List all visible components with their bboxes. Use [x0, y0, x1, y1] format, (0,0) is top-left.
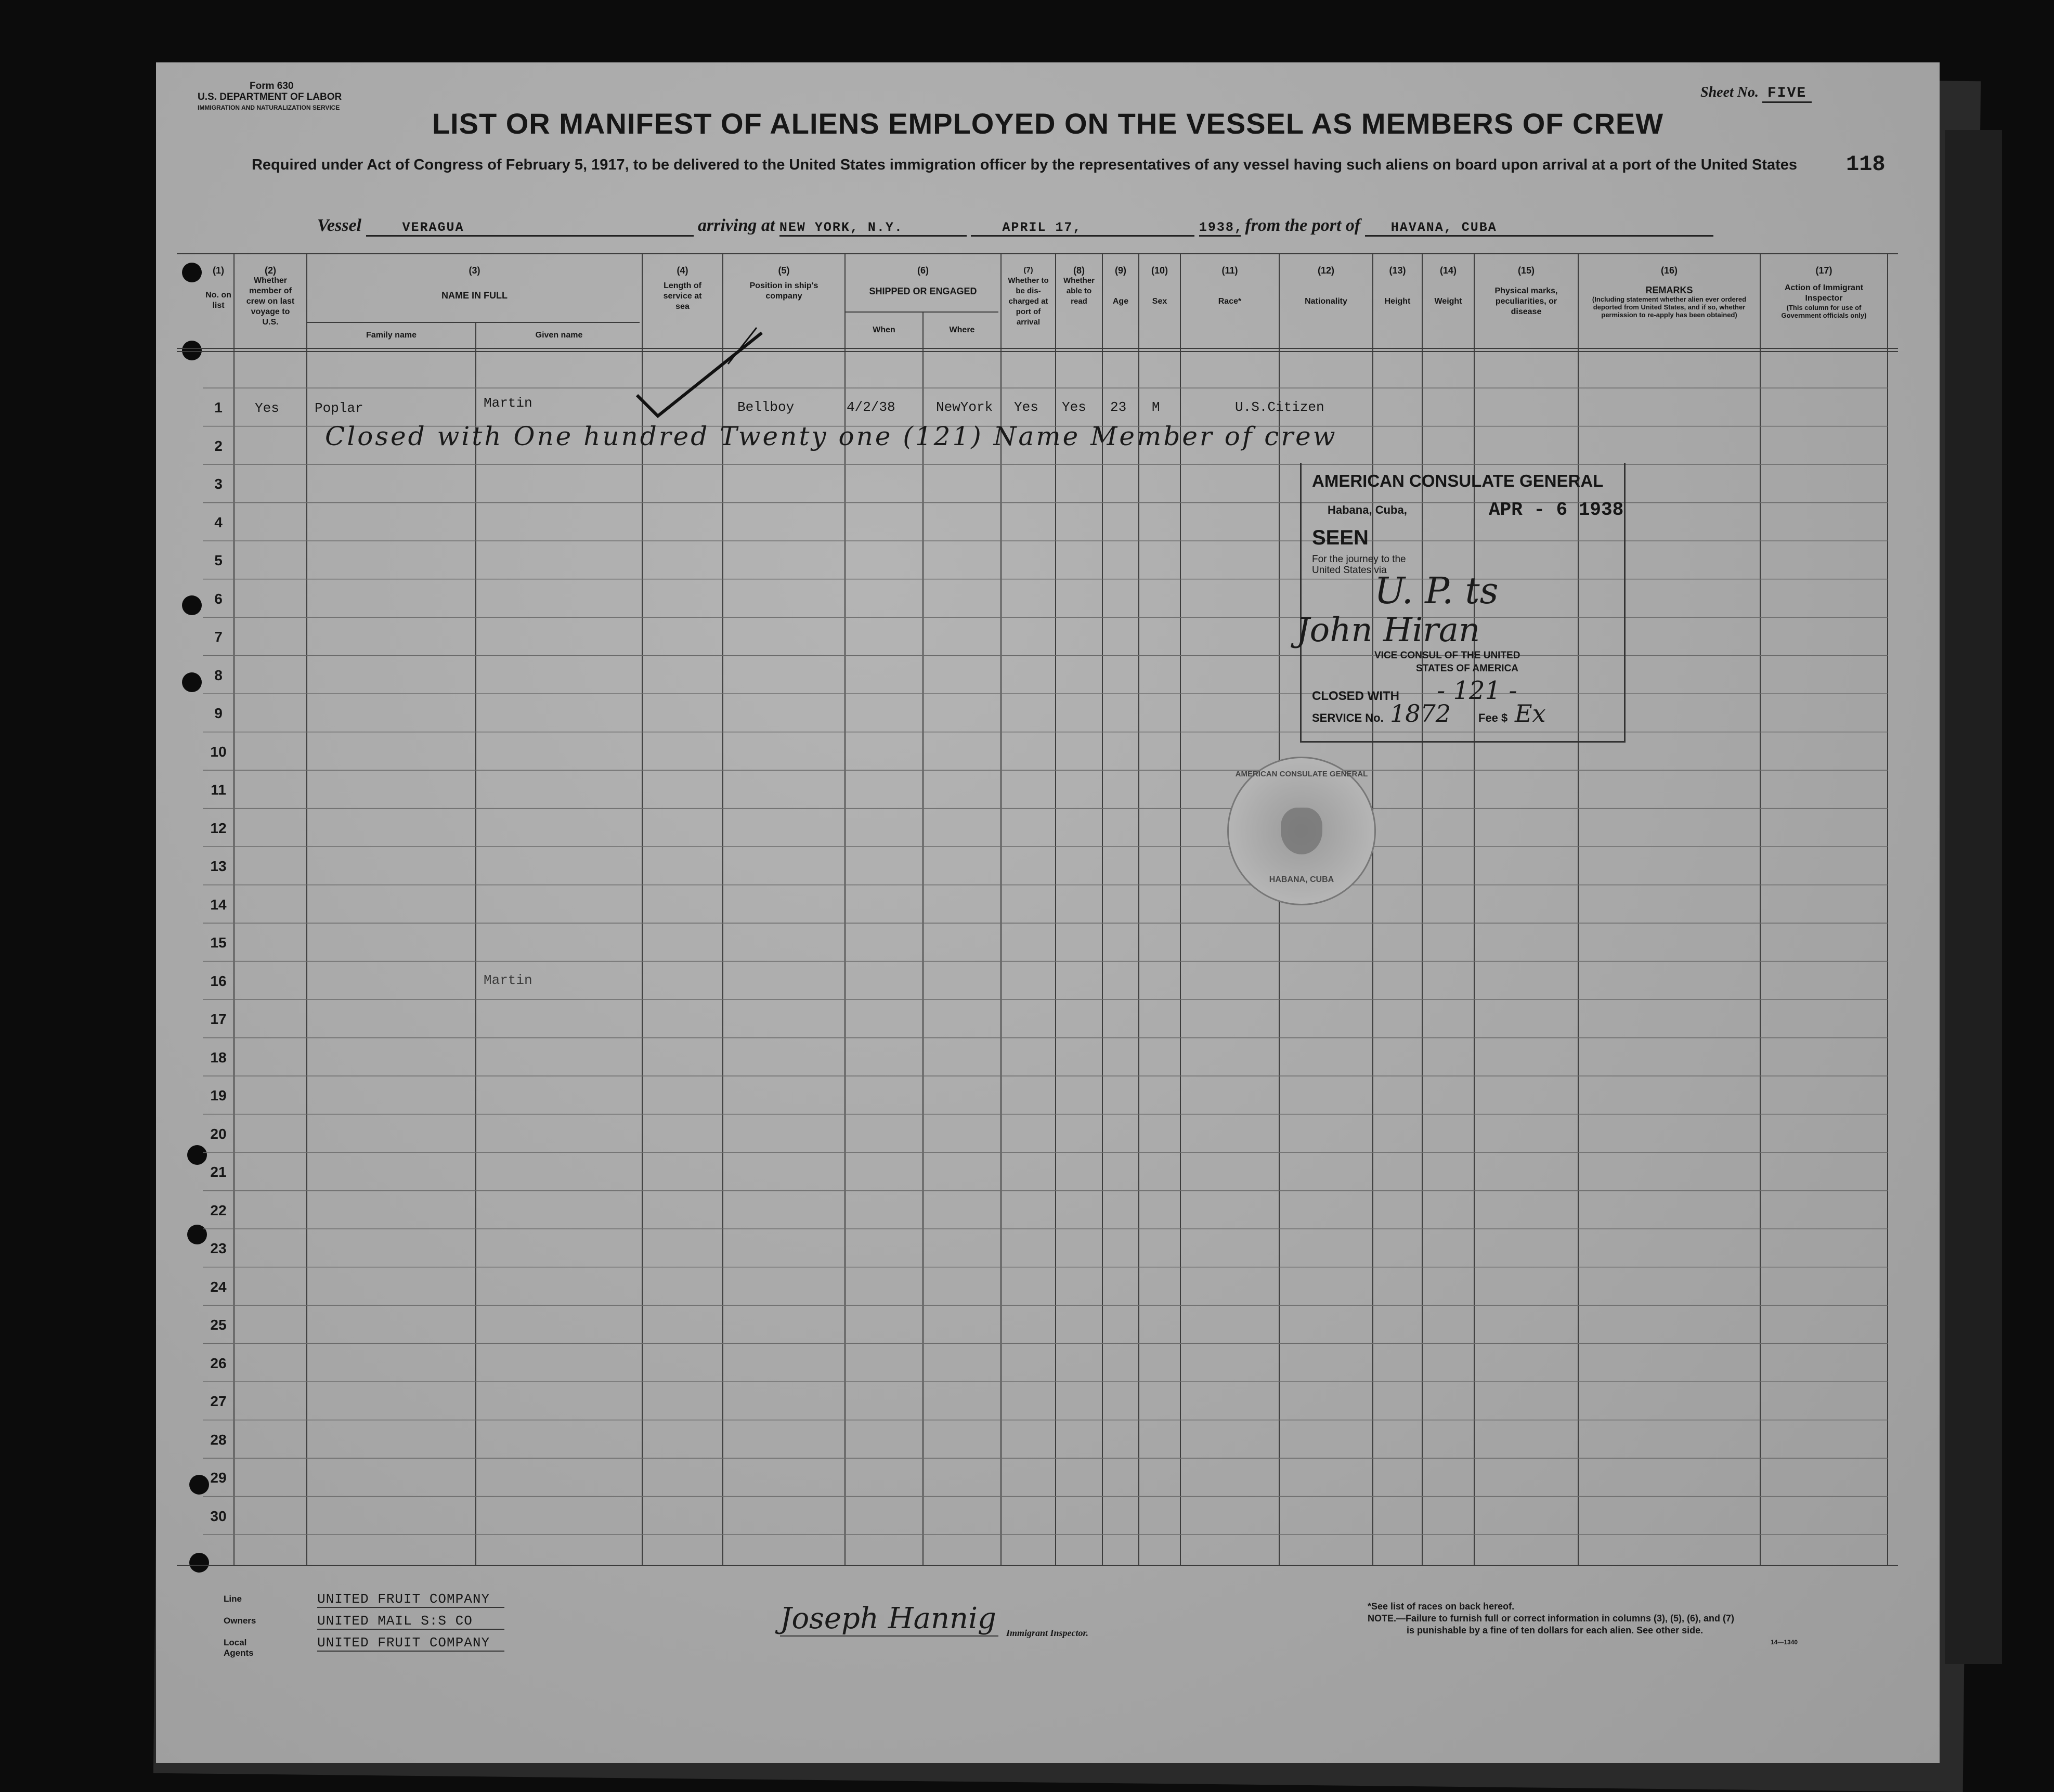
col5-header — [723, 265, 845, 302]
row-number: 21 — [210, 1164, 227, 1180]
col15-number: (15) — [1517, 265, 1535, 276]
inspector-signature: Joseph Hannig — [780, 1602, 998, 1637]
nationality-value: U.S.Citizen — [1235, 399, 1324, 415]
col6-header — [845, 265, 1001, 296]
col3a-label: Family name — [366, 331, 417, 340]
vessel-label: Vessel — [317, 216, 361, 235]
note-races: *See list of races on back hereof. — [1368, 1601, 1515, 1612]
sex-value: M — [1152, 399, 1160, 415]
service-name: IMMIGRATION AND NATURALIZATION SERVICE — [198, 104, 340, 111]
row-number: 18 — [210, 1049, 227, 1066]
position-value: Bellboy — [737, 399, 795, 415]
from-port-label: from the port of — [1245, 216, 1361, 235]
shipped-when-value: 4/2/38 — [847, 399, 895, 415]
row-number: 3 — [214, 476, 223, 492]
row-number: 1 — [214, 399, 223, 415]
stamp-closed-with-label: CLOSED WITH — [1312, 689, 1399, 703]
col8-label: Whether able to read — [1063, 276, 1095, 306]
footer-notes — [1368, 1601, 1798, 1648]
row-number: 5 — [214, 552, 223, 568]
row-number: 28 — [210, 1431, 227, 1448]
row-number: 29 — [210, 1470, 227, 1486]
stamp-place: Habana, Cuba, — [1328, 503, 1407, 516]
col2-header — [234, 265, 307, 328]
col5-number: (5) — [778, 265, 790, 276]
page-title: LIST OR MANIFEST OF ALIENS EMPLOYED ON THE VESSEL AS MEMBERS OF CREW — [432, 107, 1664, 140]
col6-label: SHIPPED OR ENGAGED — [869, 286, 977, 296]
col17-header — [1760, 265, 1888, 319]
row-number: 9 — [214, 705, 223, 721]
stamp-journey-1: For the journey to the — [1312, 554, 1406, 565]
note-penalty-2: is punishable by a fine of ten dollars for each alien. See other side. — [1407, 1625, 1704, 1635]
col11-header — [1180, 265, 1279, 307]
stamp-date: APR - 6 1938 — [1489, 499, 1624, 521]
col1-number: (1) — [213, 265, 224, 276]
col12-number: (12) — [1317, 265, 1334, 276]
col1-header — [203, 265, 234, 311]
given-name-value: Martin — [484, 395, 532, 411]
col17-instructions: (This column for use of Government officials only) — [1781, 304, 1867, 319]
footer-agents-label: Local Agents — [224, 1638, 254, 1658]
col9-number: (9) — [1115, 265, 1126, 276]
row-number: 24 — [210, 1278, 227, 1295]
col16-instructions: (Including statement whether alien ever ordered deported from United States, and if so, whether permission to re-apply has been obtained) — [1592, 295, 1747, 319]
stamp-vice-consul-line1: VICE CONSUL OF THE UNITED — [1374, 650, 1520, 661]
row-number: 27 — [210, 1393, 227, 1409]
col8-header — [1056, 265, 1102, 307]
col2-number: (2) — [265, 265, 276, 276]
col4-number: (4) — [677, 265, 688, 276]
ghost-given-name: Martin — [484, 972, 532, 988]
eagle-emblem-icon — [1281, 808, 1322, 854]
row-number: 23 — [210, 1240, 227, 1256]
col15-header — [1474, 265, 1578, 317]
col16-label: REMARKS — [1645, 285, 1693, 295]
stamp-journey-2: United States via — [1312, 565, 1387, 576]
arriving-label: arriving at — [698, 216, 775, 235]
footer-agents-value: UNITED FRUIT COMPANY — [317, 1635, 504, 1652]
row-number: 10 — [210, 743, 227, 760]
sheet-label: Sheet No. — [1700, 84, 1759, 100]
form-print-code: 14—1340 — [1771, 1639, 1798, 1646]
col4-header — [642, 265, 723, 312]
col15-label: Physical marks, peculiarities, or disease — [1494, 287, 1558, 316]
page-subtitle: Required under Act of Congress of February 5, 1917, to be delivered to the United States immigration officer by the representatives of any vessel having such aliens on board upon arrival at a port of the United States — [251, 157, 1798, 173]
stamp-handwritten-initials: U. P. ts — [1374, 569, 1499, 612]
footer-line-label: Line — [224, 1594, 242, 1604]
col3b-label: Given name — [535, 331, 583, 340]
department-name: U.S. DEPARTMENT OF LABOR — [198, 92, 342, 102]
row-number: 16 — [210, 972, 227, 989]
family-name-value: Poplar — [315, 400, 363, 416]
shipped-where-value: NewYork — [936, 399, 993, 415]
col14-label: Weight — [1434, 297, 1462, 306]
col14-header — [1422, 265, 1474, 307]
row-number: 4 — [214, 514, 223, 530]
col9-header — [1102, 265, 1139, 307]
col10-header — [1139, 265, 1180, 307]
col7-label: Whether to be dis-charged at port of arrival — [1008, 276, 1049, 327]
col12-header — [1279, 265, 1373, 307]
age-value: 23 — [1110, 399, 1127, 415]
row-number: 30 — [210, 1508, 227, 1524]
col11-label: Race* — [1218, 297, 1242, 306]
stamp-closed-with-value: - 121 - — [1437, 676, 1517, 705]
inspector-label: Immigrant Inspector. — [1006, 1628, 1089, 1638]
col8-number: (8) — [1073, 265, 1085, 276]
stamp-service-label: SERVICE No. — [1312, 711, 1384, 724]
col13-label: Height — [1384, 297, 1411, 306]
discharged-value: Yes — [1014, 399, 1038, 415]
col13-header — [1373, 265, 1422, 307]
col3-label: NAME IN FULL — [441, 290, 508, 301]
col12-label: Nationality — [1305, 297, 1347, 306]
row-number: 17 — [210, 1011, 227, 1027]
arrival-date: APRIL 17, — [971, 220, 1194, 237]
vessel-name: VERAGUA — [366, 220, 694, 237]
row-number: 20 — [210, 1125, 227, 1142]
page-number: 118 — [1846, 152, 1886, 177]
col6a-label: When — [873, 326, 895, 334]
col6b-label: Where — [949, 326, 975, 334]
stamp-vice-consul-line2: STATES OF AMERICA — [1416, 663, 1519, 674]
stamp-consulate-name: AMERICAN CONSULATE GENERAL — [1312, 471, 1604, 490]
crew-last-voyage-value: Yes — [255, 400, 279, 416]
stamp-seen: SEEN — [1312, 526, 1369, 549]
col17-label: Action of Immigrant Inspector — [1784, 283, 1864, 303]
col10-number: (10) — [1151, 265, 1168, 276]
col9-label: Age — [1112, 297, 1129, 306]
col13-number: (13) — [1389, 265, 1406, 276]
row-number: 12 — [210, 820, 227, 836]
row-number: 14 — [210, 896, 227, 913]
footer-owners-label: Owners — [224, 1616, 256, 1626]
stamp-service-value: 1872 — [1390, 699, 1451, 728]
row-number: 8 — [214, 667, 223, 683]
row-number: 25 — [210, 1317, 227, 1333]
col3-header — [307, 265, 642, 301]
row-number: 26 — [210, 1355, 227, 1371]
col4-label: Length of service at sea — [663, 281, 702, 311]
stamp-fee-label: Fee $ — [1478, 711, 1508, 724]
col10-label: Sex — [1152, 297, 1167, 306]
col17-number: (17) — [1815, 265, 1832, 276]
col16-header — [1578, 265, 1760, 319]
row-number: 15 — [210, 934, 227, 951]
col11-number: (11) — [1221, 265, 1238, 276]
row-number: 19 — [210, 1087, 227, 1103]
col6-number: (6) — [917, 265, 929, 276]
row-number: 11 — [211, 782, 226, 798]
col2-label: Whether member of crew on last voyage to U.S. — [246, 276, 295, 327]
consulate-stamp — [1296, 463, 1626, 743]
row-number: 22 — [210, 1202, 227, 1218]
sheet-value: FIVE — [1762, 85, 1812, 103]
form-number: Form 630 — [250, 81, 294, 92]
stamp-vice-consul-signature: John Hiran — [1296, 611, 1480, 650]
col14-number: (14) — [1439, 265, 1457, 276]
col5-label: Position in ship's company — [749, 281, 818, 301]
col7-number: (7) — [1023, 266, 1033, 275]
col16-number: (16) — [1660, 265, 1678, 276]
footer-owners-value: UNITED MAIL S:S CO — [317, 1613, 504, 1630]
row-number: 2 — [214, 437, 223, 454]
row-number: 7 — [214, 629, 223, 645]
arrival-year: 1938, — [1199, 220, 1241, 237]
col3-number: (3) — [469, 265, 480, 276]
stamp-fee-value: Ex — [1515, 699, 1546, 728]
col7-header — [1001, 265, 1056, 328]
row-number: 6 — [214, 590, 223, 607]
row-number: 13 — [210, 858, 227, 874]
from-port: HAVANA, CUBA — [1365, 220, 1713, 237]
able-to-read-value: Yes — [1062, 399, 1086, 415]
note-penalty-1: NOTE.—Failure to furnish full or correct information in columns (3), (5), (6), and (7) — [1368, 1613, 1735, 1624]
consulate-seal — [1227, 757, 1376, 905]
footer-line-value: UNITED FRUIT COMPANY — [317, 1591, 504, 1608]
seal-outer-text: AMERICAN CONSULATE GENERAL — [1235, 770, 1368, 778]
col1-label: No. on list — [205, 291, 231, 310]
seal-inner-text: HABANA, CUBA — [1269, 875, 1334, 884]
handwritten-closure-note: Closed with One hundred Twenty one (121) Name Member of crew — [325, 421, 1337, 451]
arriving-place: NEW YORK, N.Y. — [779, 220, 967, 237]
